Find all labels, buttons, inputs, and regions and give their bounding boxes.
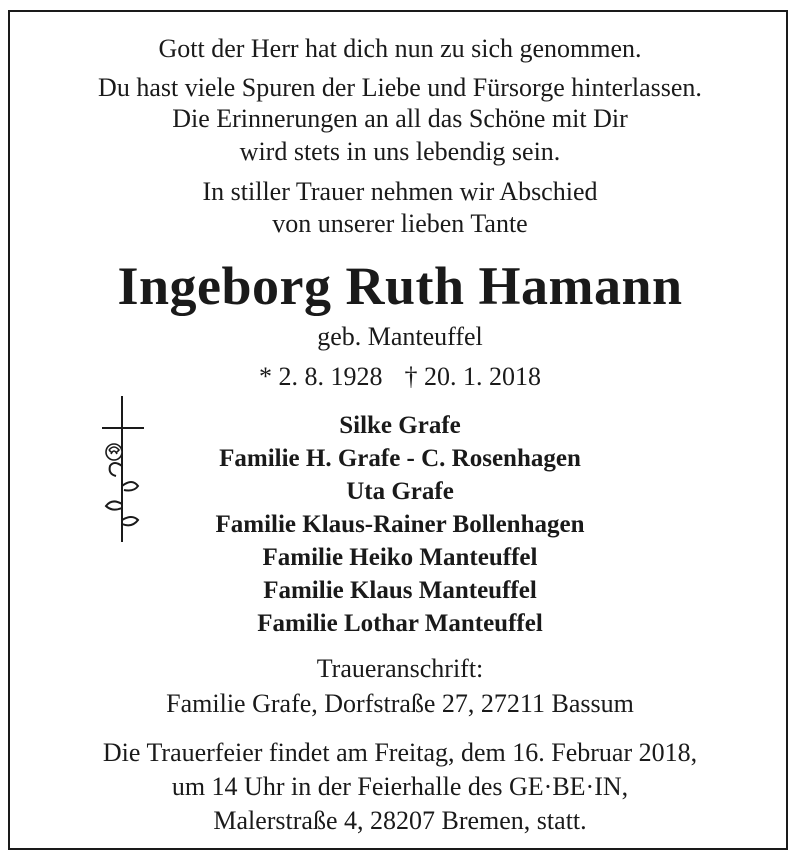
mourner-6: Familie Klaus Manteuffel [263,577,537,604]
farewell-line-1: In stiller Trauer nehmen wir Abschied [202,177,598,206]
ceremony-line-1: Die Trauerfeier findet am Freitag, dem 16. Februar 2018, [102,738,698,767]
mourner-7: Familie Lothar Manteuffel [257,610,543,637]
life-dates [8,362,792,392]
birth-date: * 2. 8. 1928 [259,362,383,391]
farewell-line-2: von unserer lieben Tante [272,209,528,238]
intro-line-3: Die Erinnerungen an all das Schöne mit Dir [172,104,628,133]
mourner-2: Familie H. Grafe - C. Rosenhagen [219,445,581,472]
deceased-name: Ingeborg Ruth Hamann [117,256,683,316]
intro-line-2: Du hast viele Spuren der Liebe und Fürsorge hinterlassen. [98,73,702,102]
address-value: Familie Grafe, Dorfstraße 27, 27211 Bassum [166,689,634,718]
birth-name: geb. Manteuffel [317,322,483,351]
mourner-4: Familie Klaus-Rainer Bollenhagen [215,511,585,538]
address-label: Traueranschrift: [316,654,484,683]
mourner-1: Silke Grafe [339,412,461,439]
ceremony-line-3: Malerstraße 4, 28207 Bremen, statt. [213,806,587,835]
ceremony-line-2: um 14 Uhr in der Feierhalle des GE·BE·IN, [171,772,629,801]
intro-line-1: Gott der Herr hat dich nun zu sich genommen. [158,34,642,63]
mourner-3: Uta Grafe [346,478,454,505]
mourner-5: Familie Heiko Manteuffel [262,544,538,571]
intro-line-4: wird stets in uns lebendig sein. [239,137,561,166]
death-date: † 20. 1. 2018 [404,362,541,391]
